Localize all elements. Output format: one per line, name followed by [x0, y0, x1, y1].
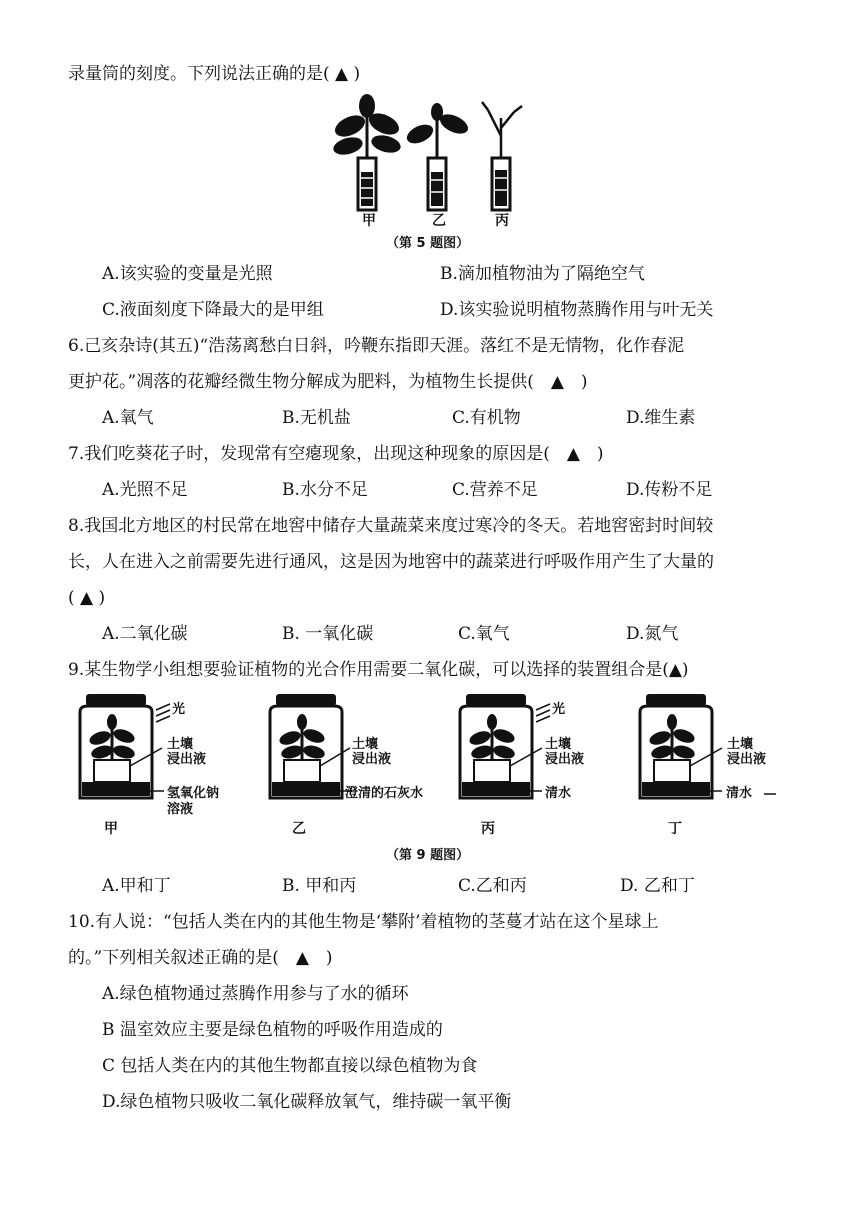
q7-option-b: B.水分不足 — [282, 480, 368, 500]
jar-yi-icon — [270, 694, 352, 798]
q9-extract-label-yi: 浸出液 — [352, 752, 392, 767]
q9-water-label-bing: 清水 — [545, 786, 572, 801]
q9-option-d: D. 乙和丁 — [620, 876, 695, 896]
plant-bing-icon — [482, 102, 522, 210]
q10-option-a: A.绿色植物通过蒸腾作用参与了水的循环 — [102, 984, 409, 1004]
q9-soil-label-jia: 土壤 — [167, 737, 194, 752]
q8-option-a: A.二氧化碳 — [102, 624, 188, 644]
q9-naoh-label-2: 溶液 — [167, 802, 194, 817]
q9-soil-label-bing: 土壤 — [545, 737, 572, 752]
q8-line-2: 长，人在进入之前需要先进行通风，这是因为地窖中的蔬菜进行呼吸作用产生了大量的 — [68, 552, 714, 572]
q8-line-3: ( ▲ ) — [68, 588, 106, 608]
q9-extract-label-jia: 浸出液 — [167, 752, 207, 767]
q9-label-ding: 丁 — [668, 821, 682, 837]
q5-option-a: A.该实验的变量是光照 — [102, 264, 273, 284]
plant-yi-icon — [404, 103, 471, 210]
q8-option-c: C.氧气 — [458, 624, 510, 644]
q9-label-yi: 乙 — [292, 821, 306, 837]
q7-option-c: C.营养不足 — [452, 480, 538, 500]
q9-line-1: 9.某生物学小组想要验证植物的光合作用需要二氧化碳，可以选择的装置组合是(▲) — [68, 660, 689, 680]
q9-option-c: C.乙和丙 — [458, 876, 527, 896]
jar-bing-icon — [460, 694, 550, 798]
q10-option-b: B 温室效应主要是绿色植物的呼吸作用造成的 — [102, 1020, 443, 1040]
q6-option-c: C.有机物 — [452, 408, 521, 428]
q9-light-label-bing: 光 — [552, 702, 566, 717]
q5-option-b: B.滴加植物油为了隔绝空气 — [440, 264, 645, 284]
q7-option-d: D.传粉不足 — [626, 480, 713, 500]
q5-label-bing: 丙 — [495, 213, 509, 229]
q8-line-1: 8.我国北方地区的村民常在地窖中储存大量蔬菜来度过寒冷的冬天。若地窖密封时间较 — [68, 516, 714, 536]
q9-label-jia: 甲 — [104, 821, 118, 837]
q5-option-c: C.液面刻度下降最大的是甲组 — [102, 300, 324, 320]
q9-figure-caption: （第 9 题图） — [386, 848, 470, 863]
q10-line-2: 的。”下列相关叙述正确的是( ▲ ) — [68, 948, 333, 968]
q9-soil-label-yi: 土壤 — [352, 737, 379, 752]
q5-label-yi: 乙 — [432, 213, 446, 229]
jar-jia-icon — [80, 694, 170, 798]
q7-line-1: 7.我们吃葵花子时，发现常有空瘪现象，出现这种现象的原因是( ▲ ) — [68, 444, 604, 464]
q7-option-a: A.光照不足 — [102, 480, 188, 500]
plant-jia-icon — [331, 94, 402, 210]
q5-stem: 录量筒的刻度。下列说法正确的是( ▲ ) — [68, 64, 361, 84]
q5-label-jia: 甲 — [362, 213, 376, 229]
q5-option-d: D.该实验说明植物蒸腾作用与叶无关 — [440, 300, 714, 320]
q9-water-label-ding: 清水 — [726, 786, 753, 801]
q8-option-b: B. 一氧化碳 — [282, 624, 374, 644]
q6-option-d: D.维生素 — [626, 408, 696, 428]
q6-line-1: 6.己亥杂诗(其五)“浩荡离愁白日斜，吟鞭东指即天涯。落红不是无情物，化作春泥 — [68, 336, 685, 356]
q9-extract-label-bing: 浸出液 — [545, 752, 585, 767]
q10-line-1: 10.有人说：“包括人类在内的其他生物是‘攀附’着植物的茎蔓才站在这个星球上 — [68, 912, 659, 932]
q9-light-label-jia: 光 — [172, 702, 186, 717]
q9-extract-label-ding: 浸出液 — [727, 752, 767, 767]
q9-option-b: B. 甲和丙 — [282, 876, 357, 896]
q6-option-a: A.氧气 — [102, 408, 154, 428]
q6-line-2: 更护花。”凋落的花瓣经微生物分解成为肥料，为植物生长提供( ▲ ) — [68, 372, 588, 392]
jar-ding-icon — [640, 694, 776, 798]
q9-label-bing: 丙 — [481, 821, 495, 837]
q9-limewater-label: 澄清的石灰水 — [345, 786, 424, 801]
q10-option-c: C 包括人类在内的其他生物都直接以绿色植物为食 — [102, 1056, 478, 1076]
q5-figure-caption: （第 5 题图） — [386, 236, 470, 251]
q9-naoh-label-1: 氢氧化钠 — [167, 786, 220, 801]
q10-option-d: D.绿色植物只吸收二氧化碳释放氧气，维持碳一氧平衡 — [102, 1092, 512, 1112]
q8-option-d: D.氮气 — [626, 624, 679, 644]
q6-option-b: B.无机盐 — [282, 408, 351, 428]
q9-soil-label-ding: 土壤 — [727, 737, 754, 752]
q9-option-a: A.甲和丁 — [102, 876, 171, 896]
